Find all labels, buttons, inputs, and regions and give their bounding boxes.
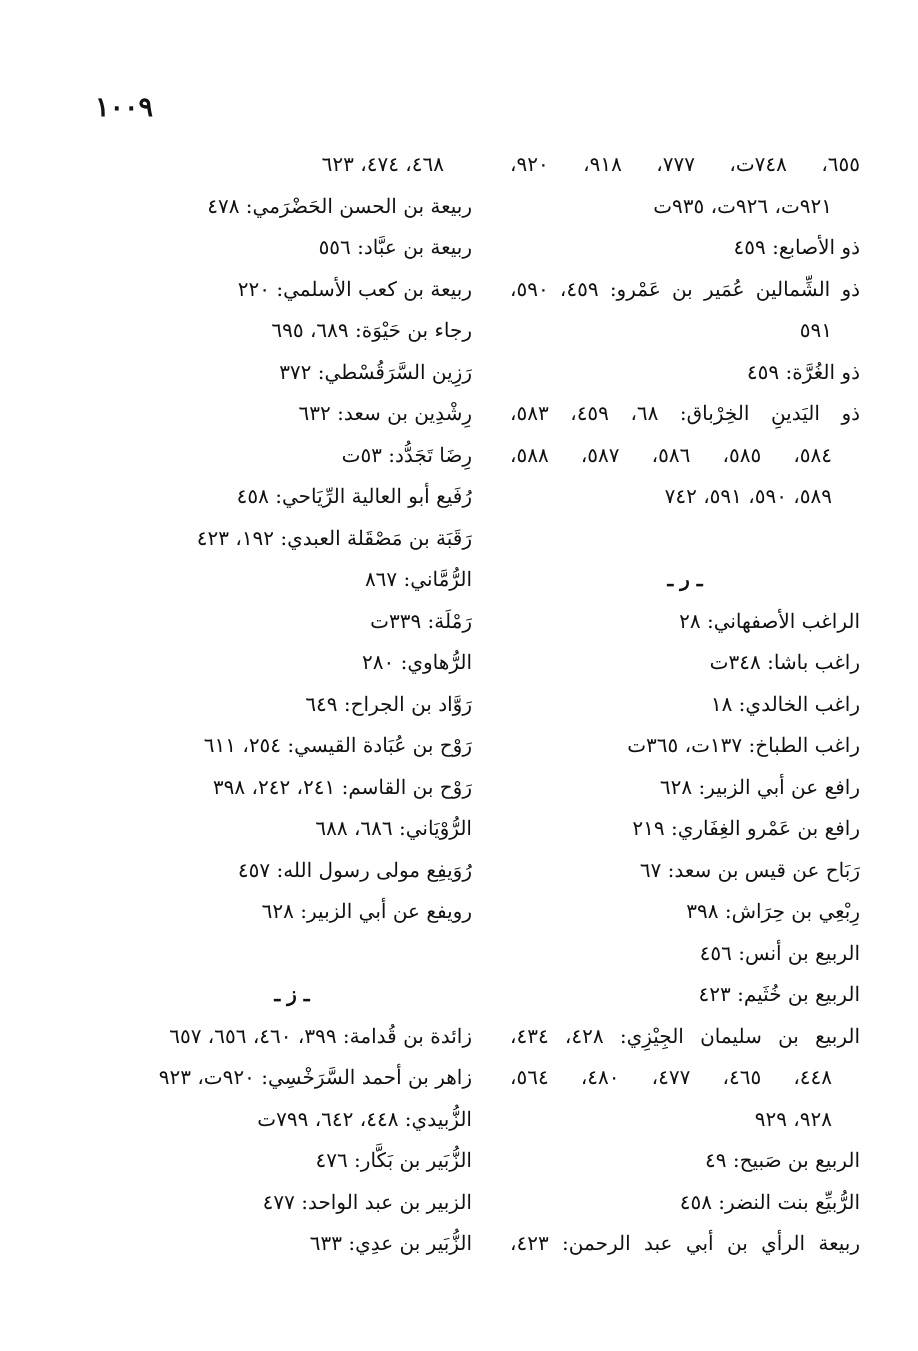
index-entry: الراغب الأصفهاني: ٢٨ — [679, 608, 860, 633]
section-header: ـ ر ـ — [667, 567, 703, 591]
index-entry: رَوْح بن عُبَادة القيسي: ٢٥٤، ٦١١ — [203, 733, 472, 757]
index-entry-continuation: ٩٢١ت، ٩٢٦ت، ٩٣٥ت — [653, 193, 832, 218]
index-entry: الربيع بن خُثَيم: ٤٢٣ — [698, 982, 860, 1006]
index-entry: رويفع عن أبي الزبير: ٦٢٨ — [261, 899, 472, 923]
index-entry: ذو الأصابع: ٤٥٩ — [733, 235, 860, 259]
index-entry: رُفَيع أبو العالية الرِّيَاحي: ٤٥٨ — [236, 484, 472, 508]
index-entry: الزبير بن عبد الواحد: ٤٧٧ — [262, 1189, 472, 1214]
index-entry: رافع عن أبي الزبير: ٦٢٨ — [659, 774, 860, 799]
index-entry-continuation: ٥٨٤، ٥٨٥، ٥٨٦، ٥٨٧، ٥٨٨، — [510, 442, 833, 467]
index-entry: ربيعة بن كعب الأسلمي: ٢٢٠ — [237, 276, 472, 301]
index-entry: رَقَبَة بن مَصْقَلة العبدي: ١٩٢، ٤٢٣ — [196, 525, 472, 550]
blank-line — [112, 933, 472, 975]
index-entry: ذو الشِّمالين عُمَير بن عَمْرو: ٤٥٩، ٥٩٠، — [510, 276, 861, 301]
index-entry: ذو اليَدينِ الخِرْباق: ٦٨، ٤٥٩، ٥٨٣، — [510, 401, 861, 425]
index-entry: الرُّمَّاني: ٨٦٧ — [364, 567, 472, 591]
index-entry: رَمْلَة: ٣٣٩ت — [370, 608, 472, 633]
index-column-left — [112, 144, 472, 1265]
index-entry: الربيع بن صَبيح: ٤٩ — [705, 1148, 860, 1172]
index-entry: ذو الغُرَّة: ٤٥٩ — [746, 359, 860, 384]
index-entry: رُوَيفِع مولى رسول الله: ٤٥٧ — [237, 857, 472, 882]
index-entry: زائدة بن قُدامة: ٣٩٩، ٤٦٠، ٦٥٦، ٦٥٧ — [169, 1023, 472, 1048]
index-entry: ٦٥٥، ٧٤٨ت، ٧٧٧، ٩١٨، ٩٢٠، — [510, 152, 861, 176]
index-entry: رَوَّاد بن الجراح: ٦٤٩ — [305, 691, 472, 716]
index-entry: ربيعة بن عبَّاد: ٥٥٦ — [318, 235, 472, 259]
index-entry: زاهر بن أحمد السَّرَخْسِي: ٩٢٠ت، ٩٢٣ — [158, 1065, 472, 1089]
index-entry-continuation: ٤٦٨، ٤٧٤، ٦٢٣ — [321, 152, 444, 176]
index-entry: رَبَاح عن قيس بن سعد: ٦٧ — [639, 857, 860, 882]
index-entry: ربيعة بن الحسن الحَضْرَمي: ٤٧٨ — [207, 193, 472, 218]
index-column-right — [510, 144, 860, 1265]
index-entry-continuation: ٥٨٩، ٥٩٠، ٥٩١، ٧٤٢ — [664, 484, 832, 508]
index-entry: رَوْح بن القاسم: ٢٤١، ٢٤٢، ٣٩٨ — [212, 774, 472, 799]
index-entry: الزُّبَير بن عدِي: ٦٣٣ — [309, 1231, 472, 1255]
index-entry: رِبْعِي بن حِرَاش: ٣٩٨ — [686, 899, 860, 923]
index-entry: الزُّبيدي: ٤٤٨، ٦٤٢، ٧٩٩ت — [257, 1106, 472, 1131]
index-entry: الرُّوْيَاني: ٦٨٦، ٦٨٨ — [315, 816, 472, 840]
index-entry-continuation: ٤٤٨، ٤٦٥، ٤٧٧، ٤٨٠، ٥٦٤، — [510, 1065, 833, 1089]
page-number: ١٠٠٩ — [95, 92, 154, 123]
index-entry: راغب باشا: ٣٤٨ت — [709, 650, 860, 674]
index-entry-continuation: ٩٢٨، ٩٢٩ — [754, 1106, 832, 1131]
index-entry: الرُّبيِّع بنت النضر: ٤٥٨ — [679, 1189, 860, 1214]
index-entry: رافع بن عَمْرو الغِفَاري: ٢١٩ — [632, 816, 860, 840]
section-header: ـ ز ـ — [274, 982, 310, 1006]
index-entry: رِضَا تَجَدُّد: ٥٣ت — [341, 442, 472, 467]
index-entry-continuation: ٥٩١ — [799, 318, 832, 342]
index-entry: راغب الخالدي: ١٨ — [710, 691, 860, 716]
index-entry: راغب الطباخ: ١٣٧ت، ٣٦٥ت — [627, 733, 860, 757]
index-entry: الزُّبَير بن بَكَّار: ٤٧٦ — [315, 1148, 472, 1172]
index-entry: رَزِين السَّرَقُسْطي: ٣٧٢ — [279, 359, 472, 384]
index-entry: رجاء بن حَيْوَة: ٦٨٩، ٦٩٥ — [271, 318, 472, 342]
index-entry: رِشْدِين بن سعد: ٦٣٢ — [298, 401, 472, 425]
index-entry: الربيع بن أنس: ٤٥٦ — [699, 940, 860, 965]
blank-line — [510, 518, 860, 560]
index-entry: ربيعة الرأي بن أبي عبد الرحمن: ٤٢٣، — [510, 1231, 860, 1255]
index-entry: الرُّهاوي: ٢٨٠ — [362, 650, 472, 674]
index-entry: الربيع بن سليمان الجِيْزِي: ٤٢٨، ٤٣٤، — [510, 1023, 861, 1048]
